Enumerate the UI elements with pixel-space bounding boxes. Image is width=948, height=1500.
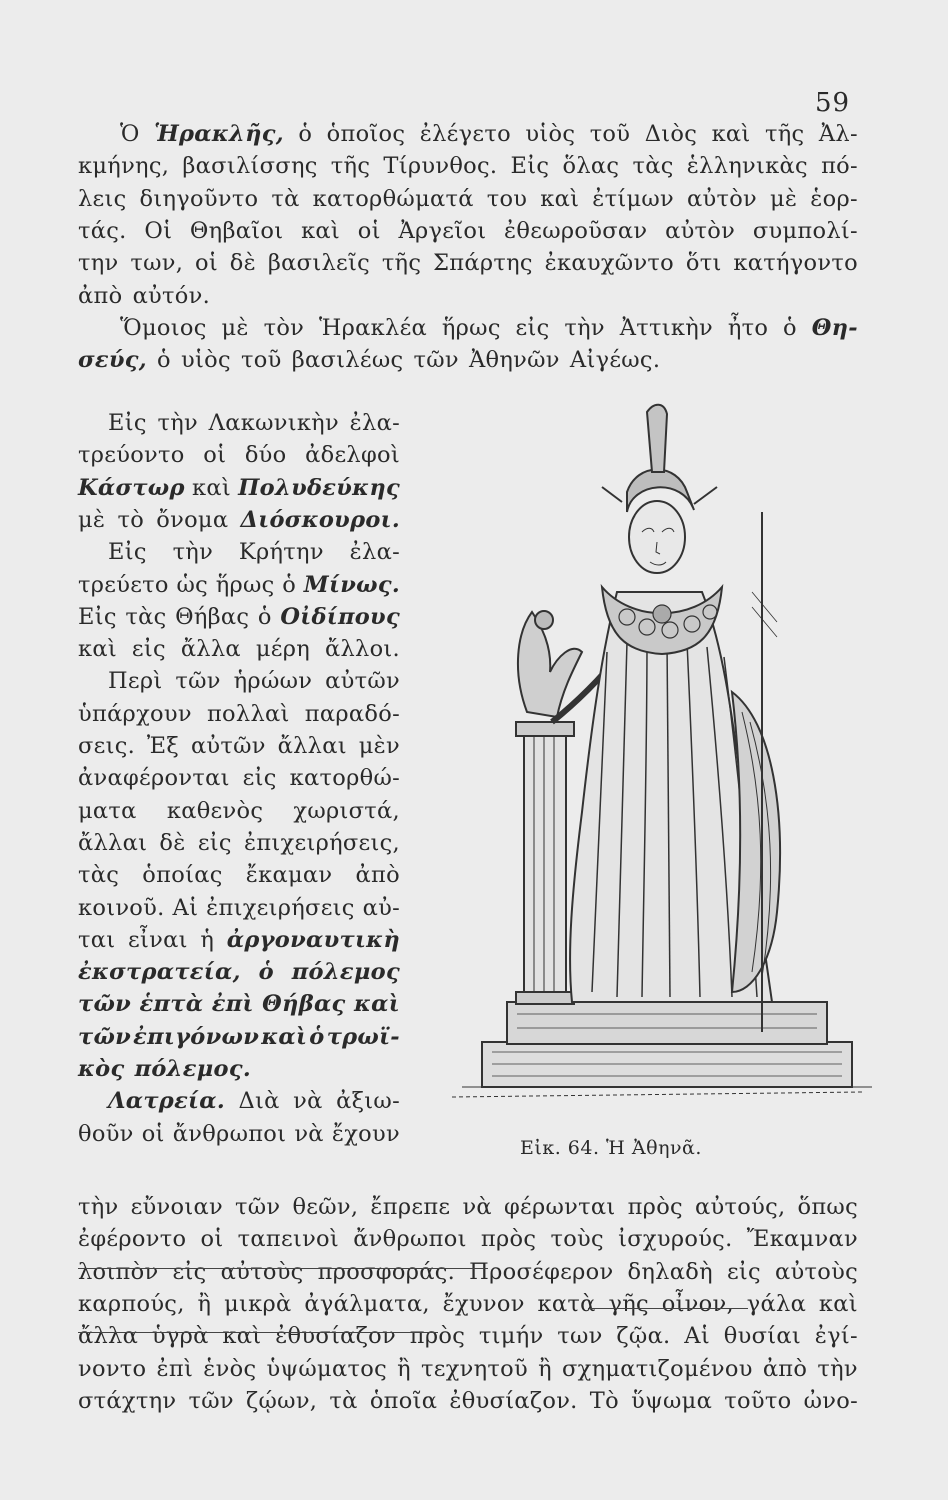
word: τὴν [817, 1355, 858, 1382]
word: ἐλα- [349, 539, 400, 566]
pencil-underline [588, 1308, 748, 1309]
word: Κάστωρ [78, 474, 185, 501]
word: καὶ [78, 636, 117, 663]
word: ἀπὸ [78, 282, 123, 309]
text-line [78, 444, 400, 467]
word: Αἱ [684, 1323, 710, 1350]
word: μὲ [78, 506, 106, 533]
word: οἱ [203, 442, 227, 469]
word: ὅπως [797, 1194, 858, 1220]
word: τεχνητοῦ [421, 1355, 528, 1382]
word: ὁ [298, 121, 313, 147]
word: εἰς [131, 636, 166, 663]
word: καθενὸς [166, 797, 264, 824]
word: κατὰ [537, 1290, 596, 1317]
word: Ἡρακλέα [319, 314, 428, 341]
word: ἄνθρωποι [172, 1120, 287, 1147]
word: τάς. [78, 217, 127, 244]
word: ταπεινοὶ [237, 1226, 340, 1253]
word: Διόσκουροι. [240, 506, 400, 533]
word: ὁποίας [142, 862, 223, 889]
word: ἐπὶ [156, 1355, 194, 1382]
word: ὁ [157, 347, 171, 374]
word: εἶναι [128, 926, 188, 953]
word: τῶν [78, 1023, 132, 1050]
word: καὶ [222, 1323, 262, 1350]
word: ἐπὶ [211, 991, 254, 1018]
word: ἀξιω- [336, 1088, 400, 1115]
word: ἢ [197, 1290, 212, 1317]
word: ἑλληνικὰς [686, 153, 808, 180]
word: θοῦν [78, 1120, 134, 1147]
word: ὅλας [562, 153, 620, 180]
word: ἐθυσίαζον. [449, 1387, 578, 1414]
word: οἱ [141, 1120, 165, 1147]
word: εἰς [726, 1258, 761, 1285]
word: τῶν [175, 668, 221, 695]
word: ἄλλαι [78, 829, 148, 856]
word: στάχτην [78, 1387, 177, 1414]
word: χωριστά, [293, 797, 400, 824]
text-line [78, 412, 400, 435]
word: ἀδελφοὶ [305, 442, 400, 469]
text-line [78, 1355, 858, 1382]
word: Κρήτην [238, 539, 324, 566]
word: ἐθεωροῦσαν [504, 217, 648, 244]
word: οἱ [195, 250, 218, 277]
word: ἄλλα [180, 636, 241, 663]
word: Τὸ [589, 1387, 619, 1414]
word: εὔνοιαν [130, 1194, 223, 1220]
word: αὐτὸν [686, 185, 758, 212]
word: μὲ [221, 314, 249, 341]
word: συμπολί- [752, 217, 858, 244]
word: καὶ [191, 474, 231, 501]
word: τρεύετο [78, 571, 169, 598]
word: τῶν [78, 991, 132, 1018]
word: αὐτοὺς [775, 1258, 858, 1285]
text-line [78, 638, 400, 661]
word: Οἰδίπους [280, 603, 400, 630]
word: ἄλλαι [277, 733, 347, 759]
word: ἄνθρωποι [353, 1226, 467, 1253]
pencil-underline [78, 1332, 438, 1333]
word: τὰς [125, 603, 167, 630]
word: γάλα [746, 1290, 807, 1317]
word: τὰς [632, 153, 674, 180]
word: εἰς [515, 314, 550, 341]
word: Ἀθηνῶν [469, 347, 560, 374]
word: ὑπάρχουν [78, 700, 192, 727]
figure-caption: Εἰκ. 64. Ἡ Ἀθηνᾶ. [520, 1137, 702, 1159]
word: ἑνὸς [203, 1355, 257, 1382]
word: καὶ [711, 121, 751, 147]
word: κὸς [78, 1056, 125, 1082]
word: Λακωνικὴν [208, 410, 339, 436]
word: ὁποῖα [369, 1387, 438, 1414]
word: Διὸς [644, 121, 698, 147]
word: λεις [78, 185, 127, 212]
word: Εἰς [510, 153, 550, 180]
word: ἀναφέρονται [78, 765, 230, 792]
text-line [78, 282, 858, 309]
word: την [78, 250, 119, 277]
word: ἄλλα [78, 1323, 139, 1350]
word: ἐγί- [814, 1323, 858, 1350]
word: διηγοῦντο [139, 185, 259, 212]
text-line [78, 670, 400, 693]
word: τὰ [271, 185, 300, 212]
word: προσφοράς. [317, 1258, 456, 1285]
text-line [78, 603, 400, 630]
athena-statue-engraving-icon [432, 392, 872, 1112]
word: ἦτο [727, 314, 769, 341]
word: τῶν [188, 1387, 234, 1414]
word: νὰ [462, 1194, 492, 1220]
word: δηλαδὴ [627, 1258, 713, 1285]
word: Θήβας [175, 603, 250, 630]
word: τὴν [78, 1194, 119, 1220]
word: των, [130, 250, 184, 277]
word: κοινοῦ. [78, 894, 165, 921]
word: κατήγοντο [733, 250, 858, 277]
word: ὁ [309, 1023, 325, 1050]
word: ἡρώων [233, 668, 313, 695]
text-line [78, 474, 400, 501]
word: Οἱ [144, 217, 173, 244]
text-line [78, 700, 400, 727]
text-line [78, 252, 858, 275]
word: ὑγρὰ [151, 1323, 209, 1350]
word: βασιλέως [291, 347, 404, 374]
word: ἑορ- [810, 185, 858, 212]
text-line [78, 1228, 858, 1251]
word: θυσίαι [723, 1323, 801, 1350]
word: σχηματιζομένου [562, 1355, 753, 1382]
word: τὸ [117, 506, 145, 533]
text-line [78, 1023, 400, 1050]
word: καὶ [354, 991, 400, 1018]
word: ἐτίμων [592, 185, 675, 212]
word: ὁ [282, 571, 297, 598]
word: τὴν [172, 539, 214, 566]
word: βασιλίσσης [182, 153, 318, 180]
word: ἐλα- [349, 410, 400, 436]
word: ἐκστρατεία, [78, 959, 241, 986]
word: ἢ [538, 1355, 552, 1382]
word: νοντο [78, 1355, 147, 1382]
word: τιμήν [478, 1323, 544, 1350]
word: Τίρυνθος. [383, 153, 498, 180]
word: τρωϊ- [326, 1023, 400, 1050]
word: ἀπὸ [762, 1355, 808, 1382]
word: τὴν [564, 314, 605, 341]
word: ὡς [176, 571, 209, 598]
word: οἱ [357, 217, 381, 244]
word: ἐπιχειρήσεις [206, 894, 355, 921]
word: οἶνον, [661, 1290, 734, 1317]
word: Προσέφερον [469, 1258, 614, 1285]
word: κατορθώματά [312, 185, 474, 212]
word: Διὰ [238, 1088, 280, 1115]
text-line [78, 894, 400, 921]
word: Ἔκαμναν [746, 1226, 858, 1253]
word: τοῦ [589, 121, 631, 147]
word: Θήβας [262, 991, 346, 1018]
word: εἰς [172, 1258, 207, 1285]
word: Εἰς [108, 410, 147, 436]
word: ἥρως [441, 314, 501, 341]
text-line [78, 185, 858, 212]
word: πρὸς [480, 1226, 537, 1253]
word: ἔχυνον [442, 1290, 525, 1317]
word: ὄνομα [156, 506, 229, 533]
text-line [78, 797, 400, 824]
word: ἢ [397, 1355, 411, 1382]
word: μὲ [770, 185, 798, 212]
word: φέρωνται [504, 1194, 616, 1220]
word: νὰ [293, 1088, 323, 1115]
word: ἰσχυρούς. [618, 1226, 733, 1253]
word: καὶ [301, 217, 341, 244]
word: Εἰς [78, 603, 117, 630]
word: πόλεμος [291, 959, 400, 986]
word: ἑπτὰ [139, 991, 204, 1018]
word: υἱὸς [181, 347, 231, 374]
word: μέρη [255, 636, 311, 663]
word: μικρὰ [224, 1290, 292, 1317]
word: ἀργοναυτικὴ [226, 926, 400, 953]
text-line [78, 123, 858, 146]
word: πόλεμος. [134, 1056, 251, 1082]
text-line [78, 1325, 858, 1348]
word: ὕψωμα [631, 1387, 713, 1414]
word: οἱ [200, 1226, 224, 1253]
word: σεις. [78, 733, 136, 759]
word: ἀπὸ [355, 862, 400, 889]
word: Σπάρτης [433, 250, 533, 277]
word: καὶ [540, 185, 580, 212]
word: αὐ- [362, 894, 400, 921]
word: παραδό- [304, 700, 400, 727]
text-line [78, 829, 400, 856]
word: ἔκαμαν [245, 862, 333, 889]
word: τρεύοντο [78, 442, 185, 469]
word: ὁ [783, 314, 797, 341]
pencil-underline [78, 1268, 488, 1269]
word: πρὸς [409, 1323, 466, 1350]
word: θεῶν, [292, 1194, 359, 1220]
word: ὑψώματος [266, 1355, 387, 1382]
text-line [78, 1290, 858, 1317]
word: Ἀργεῖοι [398, 217, 487, 244]
word: ἀγάλματα, [304, 1290, 430, 1317]
text-line [78, 926, 400, 953]
word: πρὸς [627, 1194, 683, 1220]
word: βασιλεῖς [267, 250, 370, 277]
word: τὸν [263, 314, 305, 341]
word: αὐτοὺς [220, 1258, 304, 1285]
word: Ἐξ [146, 733, 180, 759]
word: τῶν [413, 347, 459, 374]
word: τὰ [329, 1387, 358, 1414]
word: τὴν [157, 410, 198, 436]
word: ἔπρεπε [370, 1194, 451, 1220]
text-line [78, 506, 400, 533]
text-line [78, 217, 858, 244]
text-line [78, 314, 858, 341]
word: ὁ [258, 959, 274, 986]
word: υἱὸς [525, 121, 576, 147]
word: Λατρεία. [108, 1088, 225, 1115]
word: μὲν [358, 733, 400, 759]
word: κατορθώ- [289, 765, 400, 792]
word: τῆς [764, 121, 805, 147]
text-line [78, 349, 858, 372]
word: ται [78, 926, 116, 953]
word: νὰ [294, 1120, 324, 1147]
athena-figure [432, 392, 872, 1112]
text-line [78, 767, 400, 790]
word: Περὶ [108, 668, 163, 695]
word: του [486, 185, 528, 212]
word: εἰς [197, 829, 232, 856]
word: καρπούς, [78, 1290, 185, 1317]
word: καὶ [818, 1290, 858, 1317]
word: ὁποῖος [326, 121, 406, 147]
word: ζῴων, [246, 1387, 318, 1414]
word: ἔχουν [331, 1120, 400, 1147]
word: ἥρως [215, 571, 275, 598]
word: ὅτι [685, 250, 722, 277]
word: αὐτὸν [665, 217, 736, 244]
word: Ὁ [120, 121, 140, 147]
word: των [557, 1323, 603, 1350]
text-line [78, 864, 400, 887]
word: Αἰγέως. [569, 347, 661, 374]
word: ὁ [257, 603, 272, 630]
word: ἐπιχειρήσεις, [243, 829, 400, 856]
text-line [78, 155, 858, 178]
word: ματα [78, 797, 137, 824]
word: ἐλέγετο [419, 121, 511, 147]
word: τὰς [78, 862, 120, 889]
text-line [78, 735, 400, 758]
word: Εἰς [108, 539, 147, 566]
word: τοῦ [241, 347, 282, 374]
word: Αἱ [172, 894, 199, 921]
word: τῶν [235, 1194, 281, 1220]
word: γῆς [608, 1290, 649, 1317]
word: τοῦτο [724, 1387, 792, 1414]
text-line [78, 541, 400, 564]
word: πολλαὶ [206, 700, 290, 727]
word: Πολυδεύκης [238, 474, 400, 501]
text-line [78, 993, 400, 1016]
word: τοὺς [550, 1226, 604, 1253]
word: Θη- [811, 314, 858, 341]
word: Μίνως. [303, 571, 400, 598]
word: ἐθυσίαζον [275, 1323, 396, 1350]
text-line [78, 1258, 858, 1285]
word: κμήνης, [78, 153, 170, 180]
text-line [78, 1058, 400, 1081]
word: τῆς [381, 250, 422, 277]
word: αὐτῶν [325, 668, 400, 695]
page-number: 59 [815, 88, 851, 118]
word: ὠνο- [803, 1387, 858, 1414]
word: Ἀλ- [818, 121, 858, 147]
word: πό- [821, 153, 858, 180]
word: δὲ [229, 250, 257, 277]
text-line [78, 1120, 400, 1147]
text-line [78, 1196, 858, 1219]
word: αὐτόν. [132, 282, 211, 309]
word: ἐκαυχῶντο [544, 250, 675, 277]
text-line [78, 961, 400, 984]
text-line [78, 1387, 858, 1414]
word: αὐτῶν [190, 733, 266, 759]
word: δὲ [159, 829, 186, 856]
word: ἄλλοι. [324, 636, 400, 663]
word: εἰς [242, 765, 277, 792]
word: σεύς, [78, 347, 147, 374]
word: Ὅμοιος [120, 314, 207, 341]
word: Ἀττικὴν [619, 314, 713, 341]
word: Θηβαῖοι [189, 217, 284, 244]
word: αὐτούς, [695, 1194, 786, 1220]
word: καὶ [261, 1023, 308, 1050]
word: ἡ [200, 926, 215, 953]
text-line [78, 1090, 400, 1113]
word: δύο [244, 442, 287, 469]
word: ζῷα. [616, 1323, 671, 1350]
word: λοιπὸν [78, 1258, 159, 1285]
word: Ἡρακλῆς, [154, 121, 284, 147]
word: τῆς [330, 153, 371, 180]
text-line [78, 571, 400, 598]
word: ἐπιγόνων [133, 1023, 260, 1050]
word: ἐφέροντο [78, 1226, 187, 1253]
